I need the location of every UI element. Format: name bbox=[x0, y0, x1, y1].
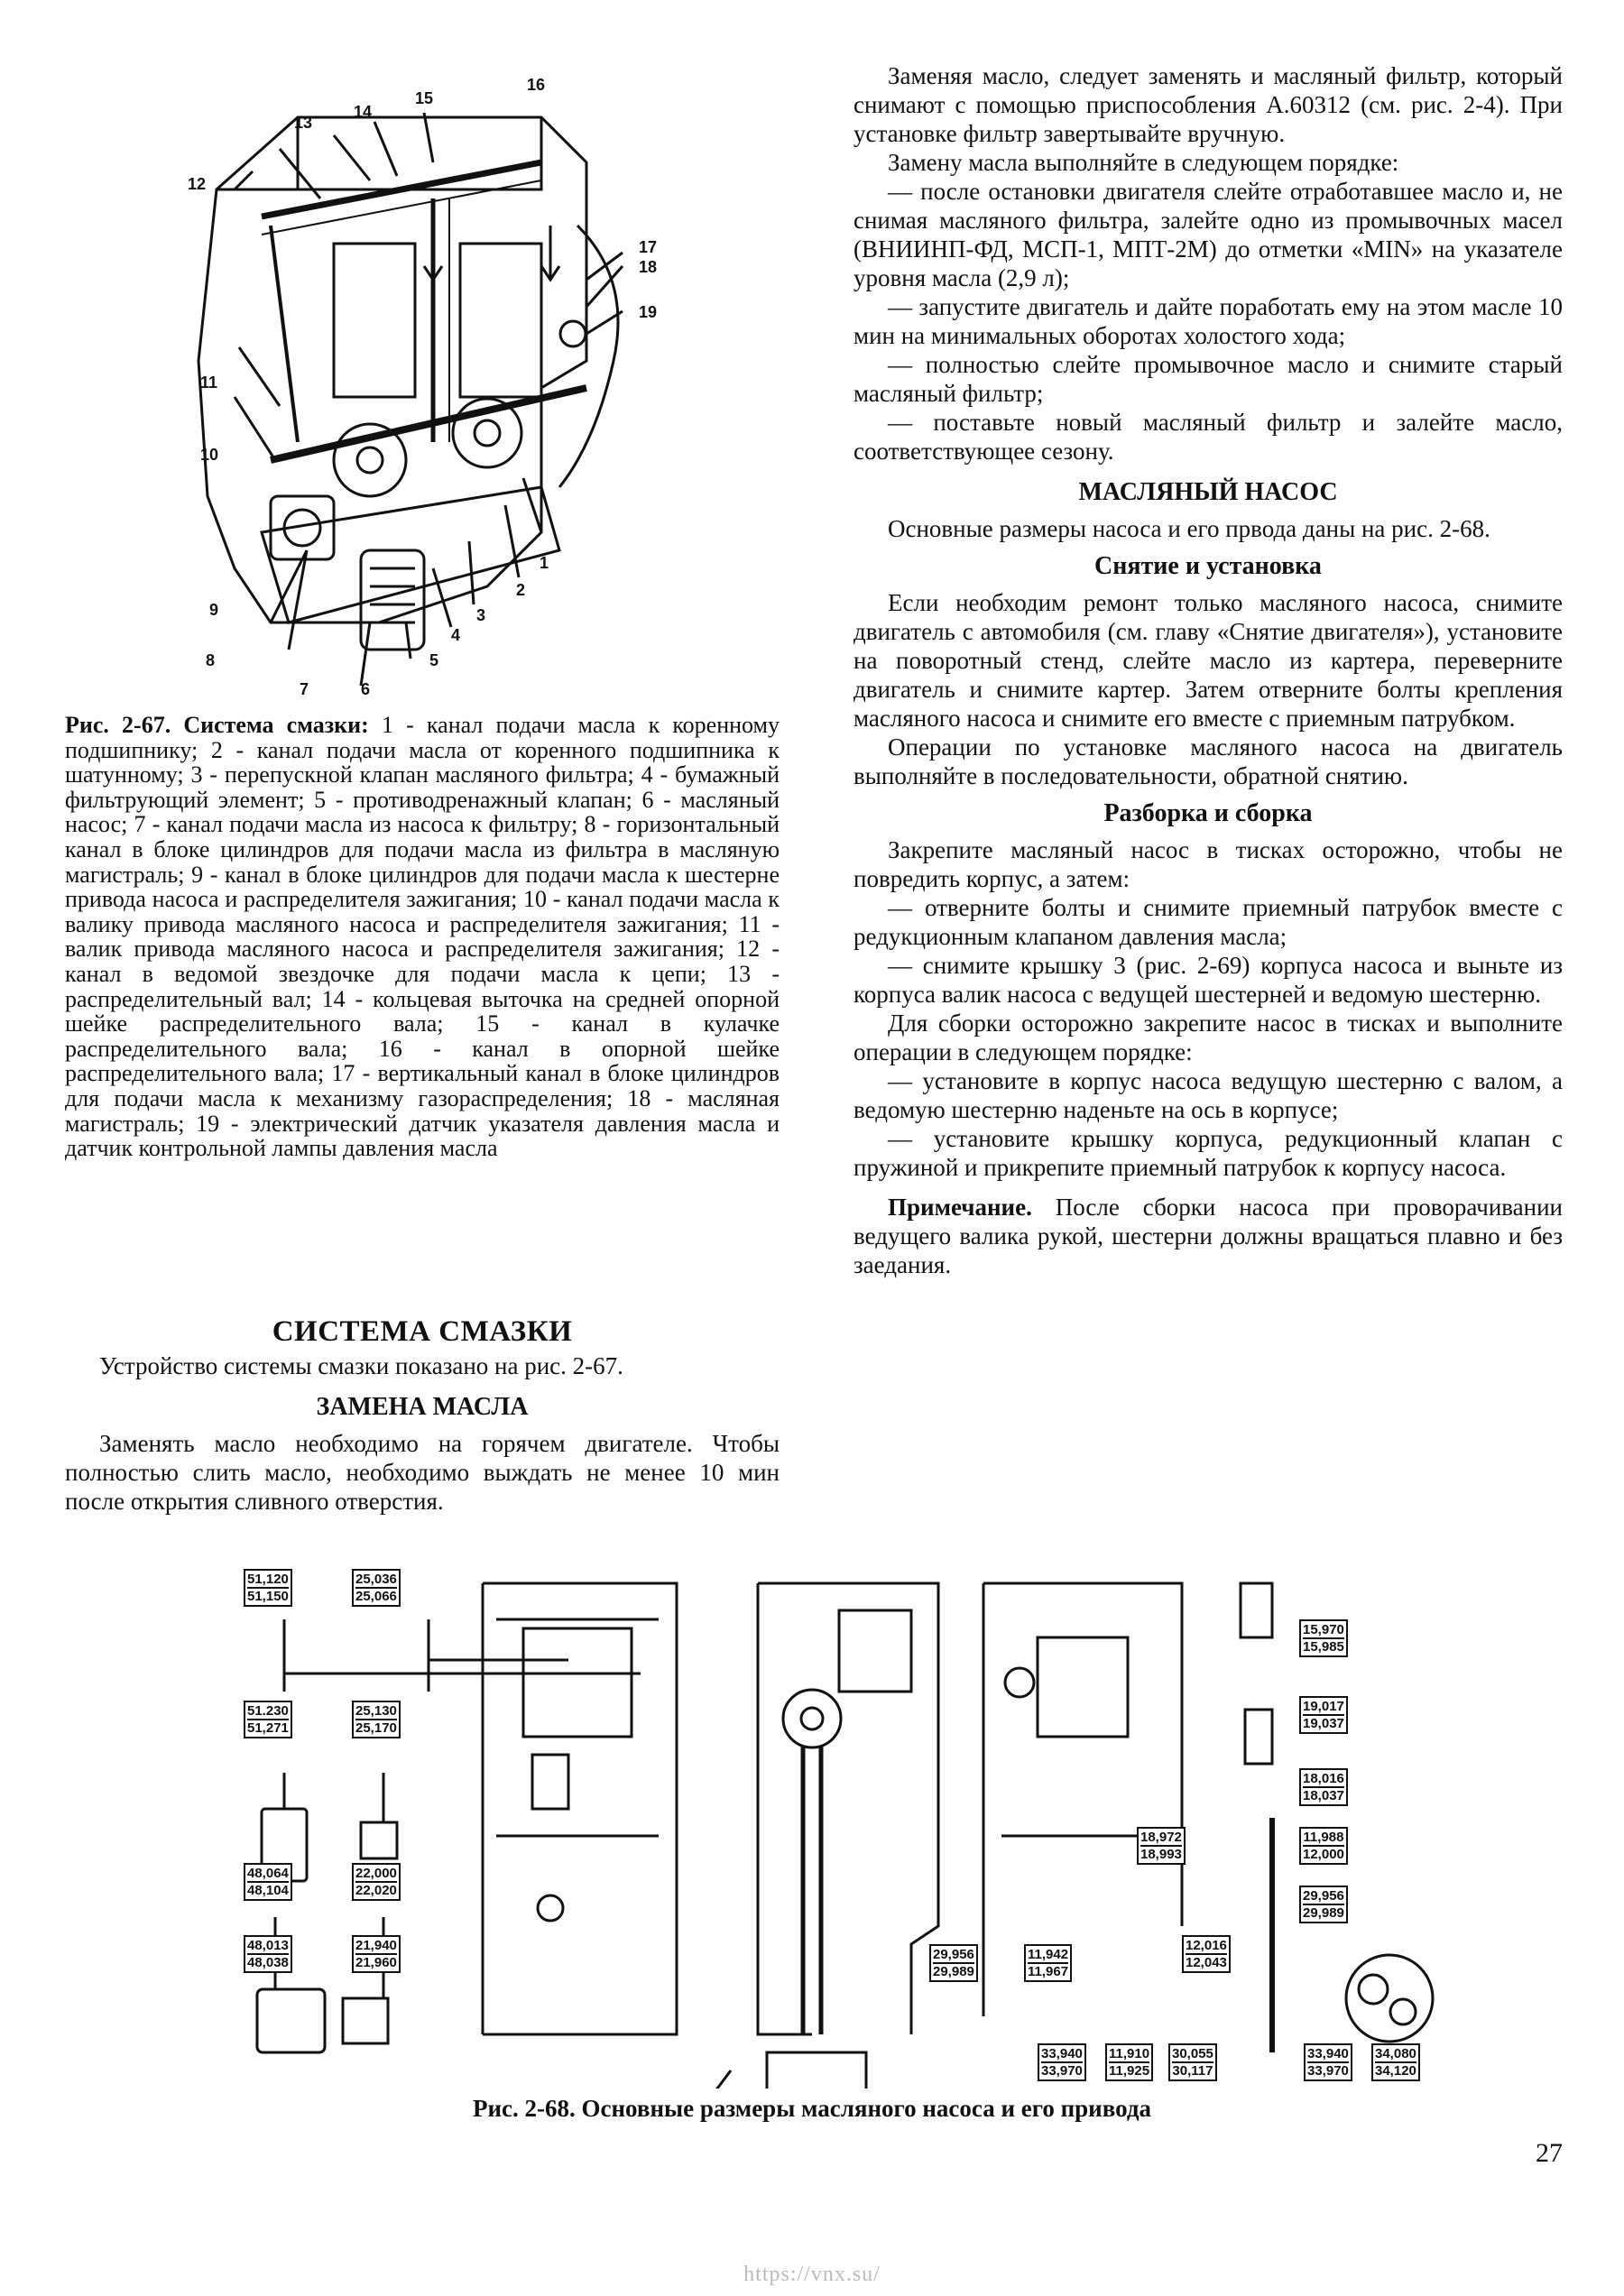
right-column bbox=[854, 61, 1563, 1279]
callout-8: 8 bbox=[206, 651, 216, 669]
caption-text: 1 - канал подачи масла к коренному подшипнику; 2 - канал подачи масла от коренного подшипника к шатунному; 3 - перепускной клапан масляного фильтра; 4 - бумажный фильтрующий элемент; 5 - противодренажный клапан; 6 - масляный насос; 7 - канал подачи масла из насоса к фильтру; 8 - горизонтальный канал в блоке цилиндров для подачи масла из фильтра в масляную магистраль; 9 - канал в блоке цилиндров для подачи масла к шестерне привода насоса и распределителя зажигания; 10 - канал подачи масла к валику привода масляного насоса и распределителя зажигания; 11 - валик привода масляного насоса и распределителя зажигания; 12 - канал в ведомой звездочке для подачи масла к цепи; 13 - распределительный вал; 14 - кольцевая выточка на средней опорной шейке распределительного вала; 15 - канал в кулачке распределительного вала; 16 - канал в опорной шейке распределительного вала; 17 - вертикальный канал в блоке цилиндров для подачи масла к механизму газораспределения; 18 - масляная магистраль; 19 - электрический датчик указателя давления масла и датчик контрольной лампы давления масла bbox=[65, 712, 780, 1162]
note bbox=[854, 1193, 1563, 1279]
callout-18: 18 bbox=[639, 258, 658, 276]
callout-9: 9 bbox=[209, 601, 219, 619]
caption-title: Рис. 2-67. Система смазки: bbox=[65, 712, 369, 738]
paragraph: Устройство системы смазки показано на рис. 2-67. bbox=[99, 1352, 623, 1379]
list-item: — полностью слейте промывочное масло и снимите старый масляный фильтр; bbox=[854, 351, 1563, 407]
paragraph: Для сборки осторожно закрепите насос в тисках и выполните операции в следующем порядке: bbox=[854, 1010, 1563, 1065]
dimension-label: 18,016 18,037 bbox=[1299, 1768, 1348, 1806]
callout-2: 2 bbox=[516, 581, 526, 599]
page-number: 27 bbox=[1536, 2138, 1563, 2168]
list-item: — установите крышку корпуса, редукционный клапан с пружиной и прикрепите приемный патрубок к корпусу насоса. bbox=[854, 1125, 1563, 1181]
note-label: Примечание. bbox=[888, 1194, 1032, 1221]
dimension-label: 22,000 22,020 bbox=[352, 1863, 401, 1901]
list-item: — поставьте новый масляный фильтр и залейте масло, соответствующее сезону. bbox=[854, 409, 1563, 465]
paragraph: Закрепите масляный насос в тисках осторожно, чтобы не повредить корпус, а затем: bbox=[854, 836, 1563, 892]
dimension-label: 11,910 11,925 bbox=[1105, 2043, 1153, 2081]
callout-10: 10 bbox=[200, 446, 219, 464]
figure-2-67-engine-drawing bbox=[162, 63, 704, 704]
callout-17: 17 bbox=[639, 238, 658, 256]
footer-url[interactable]: https://vnx.su/ bbox=[743, 2263, 881, 2286]
callout-7: 7 bbox=[300, 680, 309, 698]
callout-5: 5 bbox=[429, 651, 439, 669]
list-item: — отверните болты и снимите приемный патрубок вместе с редукционным клапаном давления масла; bbox=[854, 894, 1563, 950]
callout-15: 15 bbox=[415, 89, 434, 107]
callout-12: 12 bbox=[188, 175, 207, 193]
list-item: — установите в корпус насоса ведущую шестерню с валом, а ведомую шестерню наденьте на ось в корпусе; bbox=[854, 1067, 1563, 1123]
dimension-label: 25,130 25,170 bbox=[352, 1701, 401, 1738]
paragraph: Операции по установке масляного насоса на двигатель выполняйте в последовательности, обратной снятию. bbox=[854, 733, 1563, 789]
callout-3: 3 bbox=[476, 606, 486, 624]
dimension-label: 18,972 18,993 bbox=[1137, 1827, 1186, 1865]
dimension-label: 11,942 11,967 bbox=[1024, 1944, 1072, 1982]
figure-2-68-pump-dimensions bbox=[226, 1565, 1489, 2089]
list-item: — запустите двигатель и дайте поработать ему на этом масле 10 мин на минимальных оборотах холостого хода; bbox=[854, 293, 1563, 349]
callout-4: 4 bbox=[451, 626, 461, 644]
dimension-label: 30,055 30,117 bbox=[1168, 2043, 1217, 2081]
heading-lubrication-system: СИСТЕМА СМАЗКИ bbox=[272, 1315, 573, 1348]
dimension-label: 25,036 25,066 bbox=[352, 1569, 401, 1607]
list-item: — после остановки двигателя слейте отработавшее масло и, не снимая масляного фильтра, залейте одно из промывочных масел (ВНИИНП-ФД, МСП-1, МПТ-2М) до отметки «MIN» на указателе уровня масла (2,9 л); bbox=[854, 178, 1563, 291]
dimension-label: 21,940 21,960 bbox=[352, 1935, 401, 1973]
heading-removal-installation: Снятие и установка bbox=[1094, 552, 1322, 580]
paragraph: Основные размеры насоса и его првода даны на рис. 2-68. bbox=[888, 515, 1490, 542]
left-column bbox=[65, 1310, 780, 1516]
paragraph: Заменяя масло, следует заменять и масляный фильтр, который снимают с помощью приспособления А.60312 (см. рис. 2-4). При установке фильтр завертывайте вручную. bbox=[854, 62, 1563, 147]
callout-11: 11 bbox=[200, 373, 218, 392]
paragraph: Заменять масло необходимо на горячем двигателе. Чтобы полностью слить масло, необходимо выждать не менее 10 мин после открытия сливного отверстия. bbox=[65, 1430, 780, 1515]
heading-disassembly-assembly: Разборка и сборка bbox=[1103, 799, 1313, 827]
dimension-label: 48,013 48,038 bbox=[244, 1935, 292, 1973]
paragraph: Если необходим ремонт только масляного насоса, снимите двигатель с автомобиля (см. главу «Снятие двигателя»), установите на поворотный стенд, слейте масло из картера, переверните двигатель и снимите картер. Затем отверните болты крепления масляного насоса и снимите его вместе с приемным патрубком. bbox=[854, 589, 1563, 732]
dimension-label: 33,940 33,970 bbox=[1038, 2043, 1086, 2081]
heading-oil-change: ЗАМЕНА МАСЛА bbox=[316, 1393, 529, 1421]
figure-2-67-caption bbox=[65, 713, 780, 1161]
dimension-label: 29,956 29,989 bbox=[1299, 1886, 1348, 1923]
figure-2-68-caption: Рис. 2-68. Основные размеры масляного насоса и его привода bbox=[472, 2095, 1152, 2122]
dimension-label: 34,080 34,120 bbox=[1371, 2043, 1420, 2081]
dimension-label: 51,120 51,150 bbox=[244, 1569, 292, 1607]
heading-oil-pump: МАСЛЯНЫЙ НАСОС bbox=[1078, 478, 1338, 506]
list-item: — снимите крышку 3 (рис. 2-69) корпуса насоса и выньте из корпуса валик насоса с ведущей шестерней и ведомую шестерню. bbox=[854, 952, 1563, 1008]
callout-13: 13 bbox=[294, 114, 313, 132]
dimension-label: 48,064 48,104 bbox=[244, 1863, 292, 1901]
callout-6: 6 bbox=[361, 680, 371, 698]
callout-16: 16 bbox=[527, 76, 546, 94]
dimension-label: 12,016 12,043 bbox=[1182, 1935, 1231, 1973]
dimension-label: 51.230 51,271 bbox=[244, 1701, 292, 1738]
dimension-label: 19,017 19,037 bbox=[1299, 1696, 1348, 1734]
note-text: После сборки насоса при проворачивании ведущего валика рукой, шестерни должны вращаться плавно и без заедания. bbox=[854, 1194, 1563, 1278]
dimension-label: 33,940 33,970 bbox=[1304, 2043, 1352, 2081]
callout-19: 19 bbox=[639, 303, 658, 321]
paragraph: Замену масла выполняйте в следующем порядке: bbox=[888, 149, 1399, 176]
callout-1: 1 bbox=[540, 554, 549, 572]
callout-14: 14 bbox=[354, 103, 373, 121]
dimension-label: 15,970 15,985 bbox=[1299, 1619, 1348, 1657]
engine-lubrication-illustration bbox=[162, 63, 704, 704]
dimension-label: 11,988 12,000 bbox=[1299, 1827, 1348, 1865]
dimension-label: 29,956 29,989 bbox=[929, 1944, 978, 1982]
